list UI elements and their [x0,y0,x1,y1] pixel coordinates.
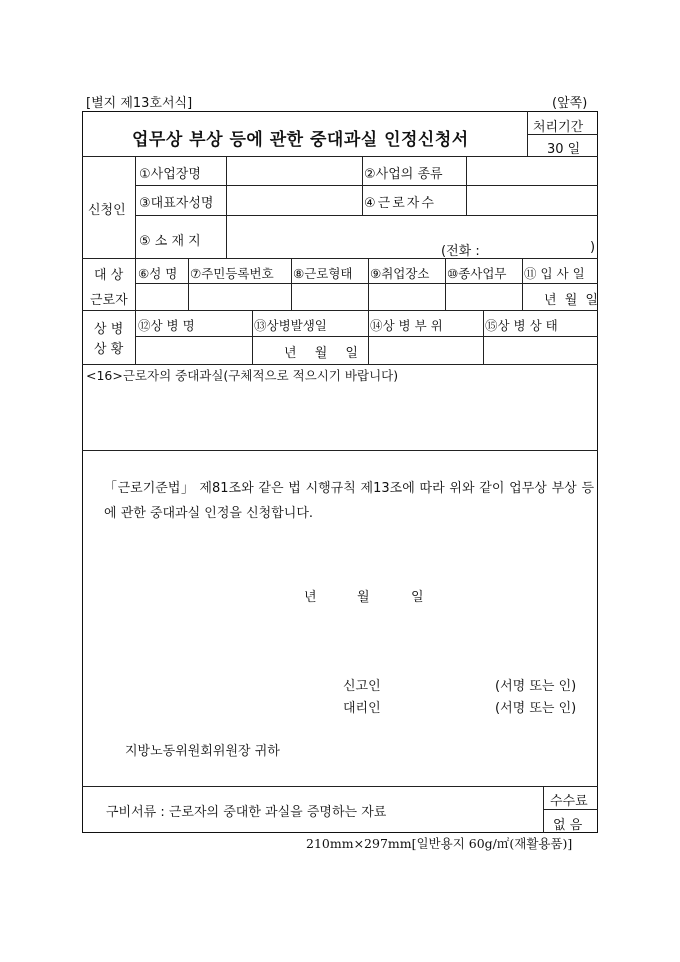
worker-section-label-1: 대 상 [94,268,124,283]
processing-period-label: 처리기간 [533,120,584,135]
fee-value: 없 음 [553,818,583,833]
onset-date-fill: 년 월 일 [284,346,358,361]
form-id: [별지 제13호서식] [86,96,193,111]
resident-no-label: ⑦주민등록번호 [190,266,274,281]
required-documents: 구비서류 : 근로자의 중대한 과실을 증명하는 자료 [106,805,387,820]
agent-note: (서명 또는 인) [495,701,577,716]
form-frame [82,111,598,833]
injury-section-label-1: 상 병 [94,322,124,337]
representative-label: ③대표자성명 [139,196,214,211]
address-label: ⑤ 소 재 지 [139,234,201,249]
workplace-label: ⑨취업장소 [370,266,430,281]
job-label: ⑩종사업무 [447,266,507,281]
applicant-section-label: 신청인 [88,203,126,218]
join-date-label: ⑪ 입 사 일 [524,266,585,281]
business-type-label: ②사업의 종류 [364,167,443,182]
page-side: (앞쪽) [552,96,588,111]
phone-close: ) [590,240,596,255]
workers-count-label: ④근로자수 [364,196,436,211]
injury-location-label: ⑭상 병 부 위 [370,318,443,333]
date-month: 월 [357,590,370,605]
date-year: 년 [304,590,317,605]
negligence-label: <16>근로자의 중대과실(구체적으로 적으시기 바랍니다) [86,368,399,383]
signer-role: 신고인 [343,679,381,694]
onset-date-label: ⑬상병발생일 [254,318,327,333]
agent-role: 대리인 [343,701,381,716]
worker-section-label-2: 근로자 [90,293,128,308]
phone-label: (전화 : [441,244,480,259]
work-form-label: ⑧근로형태 [293,266,353,281]
processing-period-value: 30 일 [547,142,581,157]
declaration-text: 「근로기준법」 제81조와 같은 법 시행규칙 제13조에 따라 위와 같이 업무상 부상 등에 관한 중대과실 인정을 신청합니다. [104,481,594,521]
form-title: 업무상 부상 등에 관한 중대과실 인정신청서 [132,130,469,150]
date-day: 일 [411,590,424,605]
injury-section-label-2: 상 황 [94,342,124,357]
addressee: 지방노동위원회위원장 귀하 [125,744,280,759]
disease-name-label: ⑫상 병 명 [138,318,195,333]
fee-label: 수수료 [550,794,588,809]
injury-condition-label: ⑮상 병 상 태 [485,318,558,333]
signer-note: (서명 또는 인) [495,679,577,694]
join-date-fill: 년 월 일 [544,293,600,308]
business-name-label: ①사업장명 [139,167,201,182]
worker-name-label: ⑥성 명 [138,266,178,281]
paper-spec: 210mm×297mm[일반용지 60g/㎡(재활용품)] [306,836,573,851]
